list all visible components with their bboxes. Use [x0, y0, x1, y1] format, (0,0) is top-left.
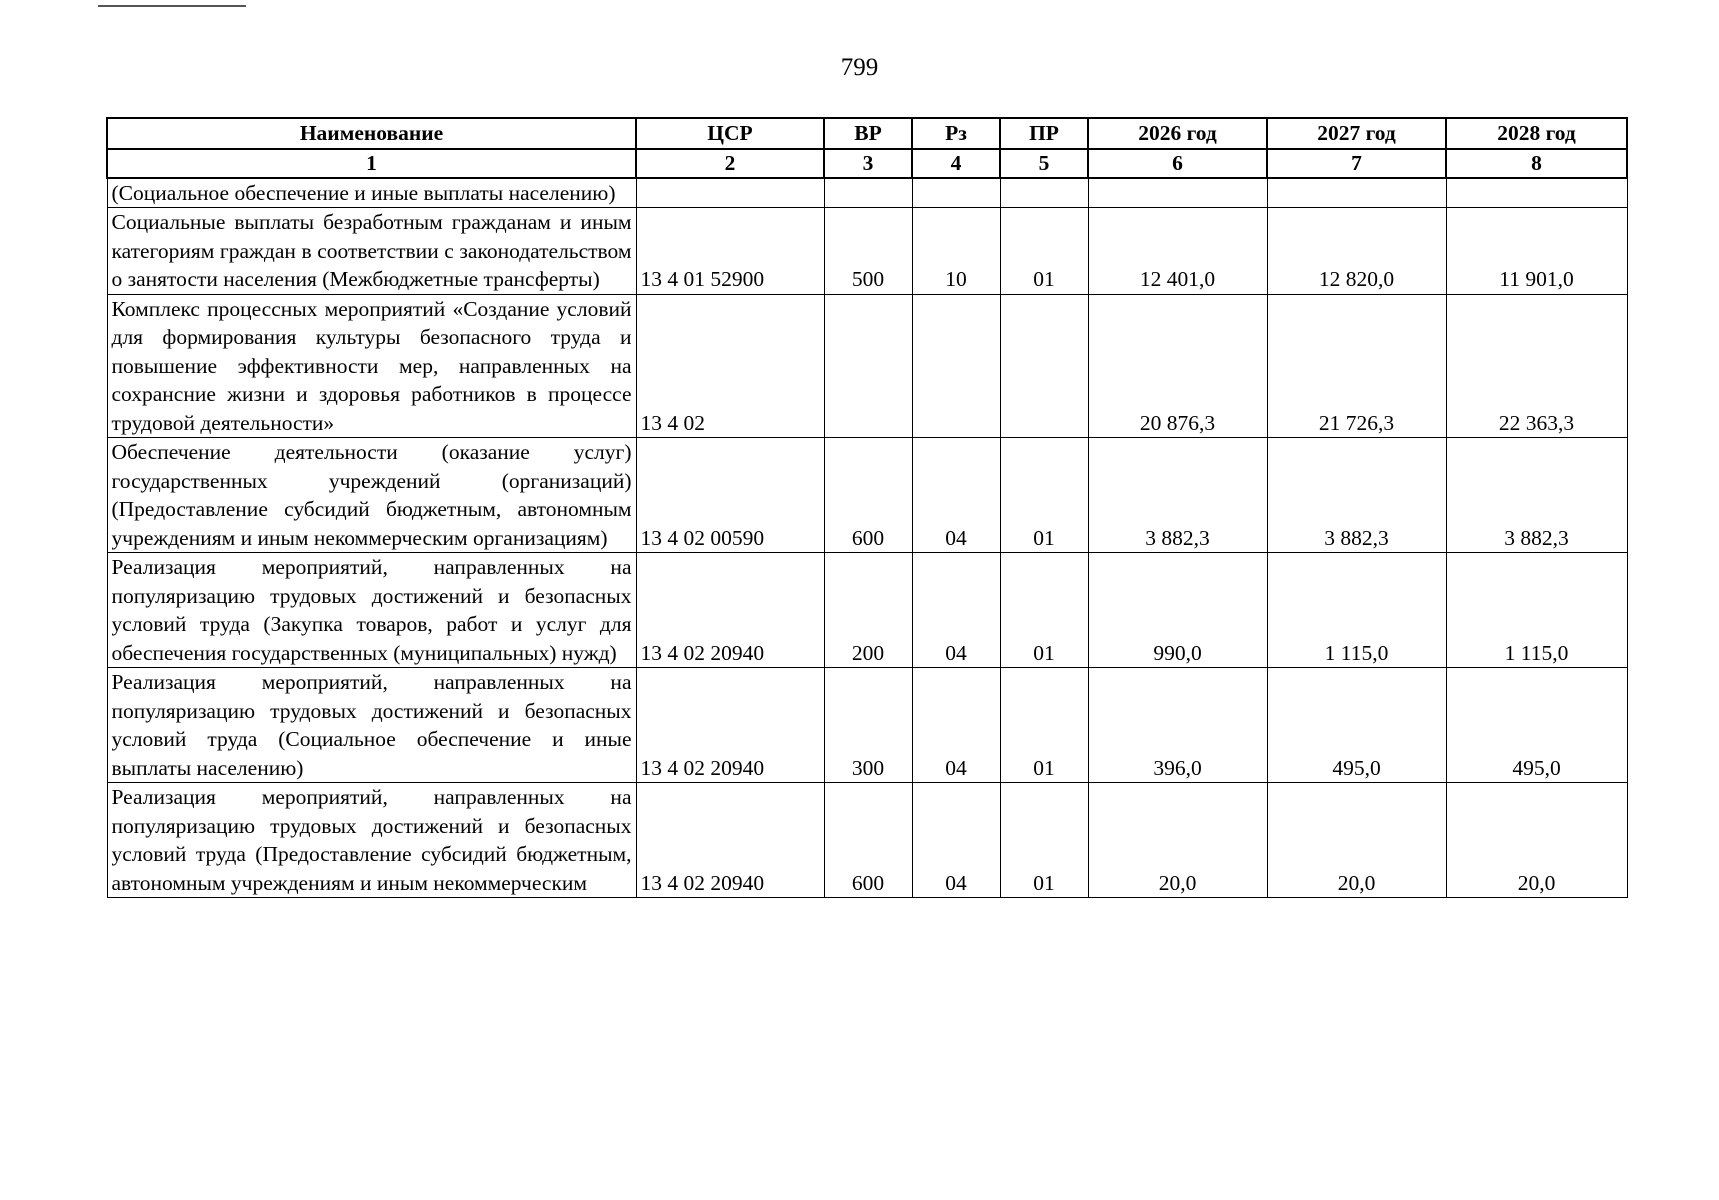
column-number: 8 — [1446, 149, 1627, 178]
header-csr: ЦСР — [636, 118, 824, 149]
vr-cell: 300 — [824, 668, 912, 783]
amount-2027-cell: 3 882,3 — [1267, 438, 1446, 553]
table-row — [107, 783, 1627, 898]
amount-2028-cell: 495,0 — [1446, 668, 1627, 783]
rz-cell: 04 — [912, 783, 1000, 898]
header-2027: 2027 год — [1267, 118, 1446, 149]
pr-cell — [1000, 178, 1088, 208]
amount-2026-cell: 3 882,3 — [1088, 438, 1267, 553]
table-row — [107, 178, 1627, 208]
row-name-cell: Комплекс процессных мероприятий «Создание условий для формирования культуры безопасного труда и повышение эффективности мер, направленных на сохрансние жизни и здоровья работников в процессе трудовой деятельности» — [107, 294, 636, 438]
table-row — [107, 438, 1627, 553]
csr-cell: 13 4 02 20940 — [636, 553, 824, 668]
row-name-cell: Реализация мероприятий, направленных на популяризацию трудовых достижений и безопасных условий труда (Социальное обеспечение и иные выплаты населению) — [107, 668, 636, 783]
amount-2028-cell: 3 882,3 — [1446, 438, 1627, 553]
csr-cell: 13 4 02 20940 — [636, 783, 824, 898]
pr-cell: 01 — [1000, 553, 1088, 668]
row-name-cell: Реализация мероприятий, направленных на популяризацию трудовых достижений и безопасных условий труда (Предоставление субсидий бюджетным, автономным учреждениям и иным некоммерческим — [107, 783, 636, 898]
amount-2027-cell: 12 820,0 — [1267, 208, 1446, 295]
header-2028: 2028 год — [1446, 118, 1627, 149]
vr-cell: 600 — [824, 438, 912, 553]
budget-table — [106, 117, 1628, 898]
header-rz: Рз — [912, 118, 1000, 149]
row-name-cell: Обеспечение деятельности (оказание услуг) государственных учреждений (организаций) (Предоставление субсидий бюджетным, автономным учреждениям и иным некоммерческим организациям) — [107, 438, 636, 553]
amount-2026-cell: 20 876,3 — [1088, 294, 1267, 438]
column-number: 4 — [912, 149, 1000, 178]
amount-2026-cell: 20,0 — [1088, 783, 1267, 898]
table-row — [107, 668, 1627, 783]
header-name: Наименование — [107, 118, 636, 149]
vr-cell: 200 — [824, 553, 912, 668]
csr-cell: 13 4 02 20940 — [636, 668, 824, 783]
rz-cell — [912, 178, 1000, 208]
header-2026: 2026 год — [1088, 118, 1267, 149]
amount-2026-cell: 12 401,0 — [1088, 208, 1267, 295]
pr-cell: 01 — [1000, 208, 1088, 295]
column-number: 1 — [107, 149, 636, 178]
column-number: 3 — [824, 149, 912, 178]
row-name-cell: (Социальное обеспечение и иные выплаты населению) — [107, 178, 636, 208]
rz-cell: 10 — [912, 208, 1000, 295]
amount-2026-cell: 396,0 — [1088, 668, 1267, 783]
rz-cell: 04 — [912, 438, 1000, 553]
header-vr: ВР — [824, 118, 912, 149]
vr-cell — [824, 294, 912, 438]
pr-cell — [1000, 294, 1088, 438]
page-number: 799 — [840, 54, 879, 81]
row-name-cell: Реализация мероприятий, направленных на популяризацию трудовых достижений и безопасных условий труда (Закупка товаров, работ и услуг для обеспечения государственных (муниципальных) нужд) — [107, 553, 636, 668]
pr-cell: 01 — [1000, 438, 1088, 553]
amount-2027-cell — [1267, 178, 1446, 208]
vr-cell: 600 — [824, 783, 912, 898]
pr-cell: 01 — [1000, 783, 1088, 898]
amount-2028-cell: 20,0 — [1446, 783, 1627, 898]
amount-2026-cell — [1088, 178, 1267, 208]
pr-cell: 01 — [1000, 668, 1088, 783]
rz-cell: 04 — [912, 668, 1000, 783]
amount-2028-cell: 22 363,3 — [1446, 294, 1627, 438]
rz-cell — [912, 294, 1000, 438]
amount-2028-cell — [1446, 178, 1627, 208]
table-row — [107, 208, 1627, 295]
row-name-cell: Социальные выплаты безработным гражданам и иным категориям граждан в соответствии с законодательством о занятости населения (Межбюджетные трансферты) — [107, 208, 636, 295]
rz-cell: 04 — [912, 553, 1000, 668]
amount-2027-cell: 1 115,0 — [1267, 553, 1446, 668]
csr-cell: 13 4 02 00590 — [636, 438, 824, 553]
scan-artifact-line — [98, 5, 246, 7]
column-number-row — [107, 149, 1627, 178]
column-number: 2 — [636, 149, 824, 178]
amount-2026-cell: 990,0 — [1088, 553, 1267, 668]
vr-cell: 500 — [824, 208, 912, 295]
header-row — [107, 118, 1627, 149]
amount-2027-cell: 20,0 — [1267, 783, 1446, 898]
amount-2027-cell: 21 726,3 — [1267, 294, 1446, 438]
csr-cell: 13 4 02 — [636, 294, 824, 438]
amount-2028-cell: 1 115,0 — [1446, 553, 1627, 668]
column-number: 7 — [1267, 149, 1446, 178]
table-row — [107, 294, 1627, 438]
column-number: 6 — [1088, 149, 1267, 178]
table-row — [107, 553, 1627, 668]
column-number: 5 — [1000, 149, 1088, 178]
amount-2028-cell: 11 901,0 — [1446, 208, 1627, 295]
amount-2027-cell: 495,0 — [1267, 668, 1446, 783]
header-pr: ПР — [1000, 118, 1088, 149]
csr-cell: 13 4 01 52900 — [636, 208, 824, 295]
vr-cell — [824, 178, 912, 208]
csr-cell — [636, 178, 824, 208]
